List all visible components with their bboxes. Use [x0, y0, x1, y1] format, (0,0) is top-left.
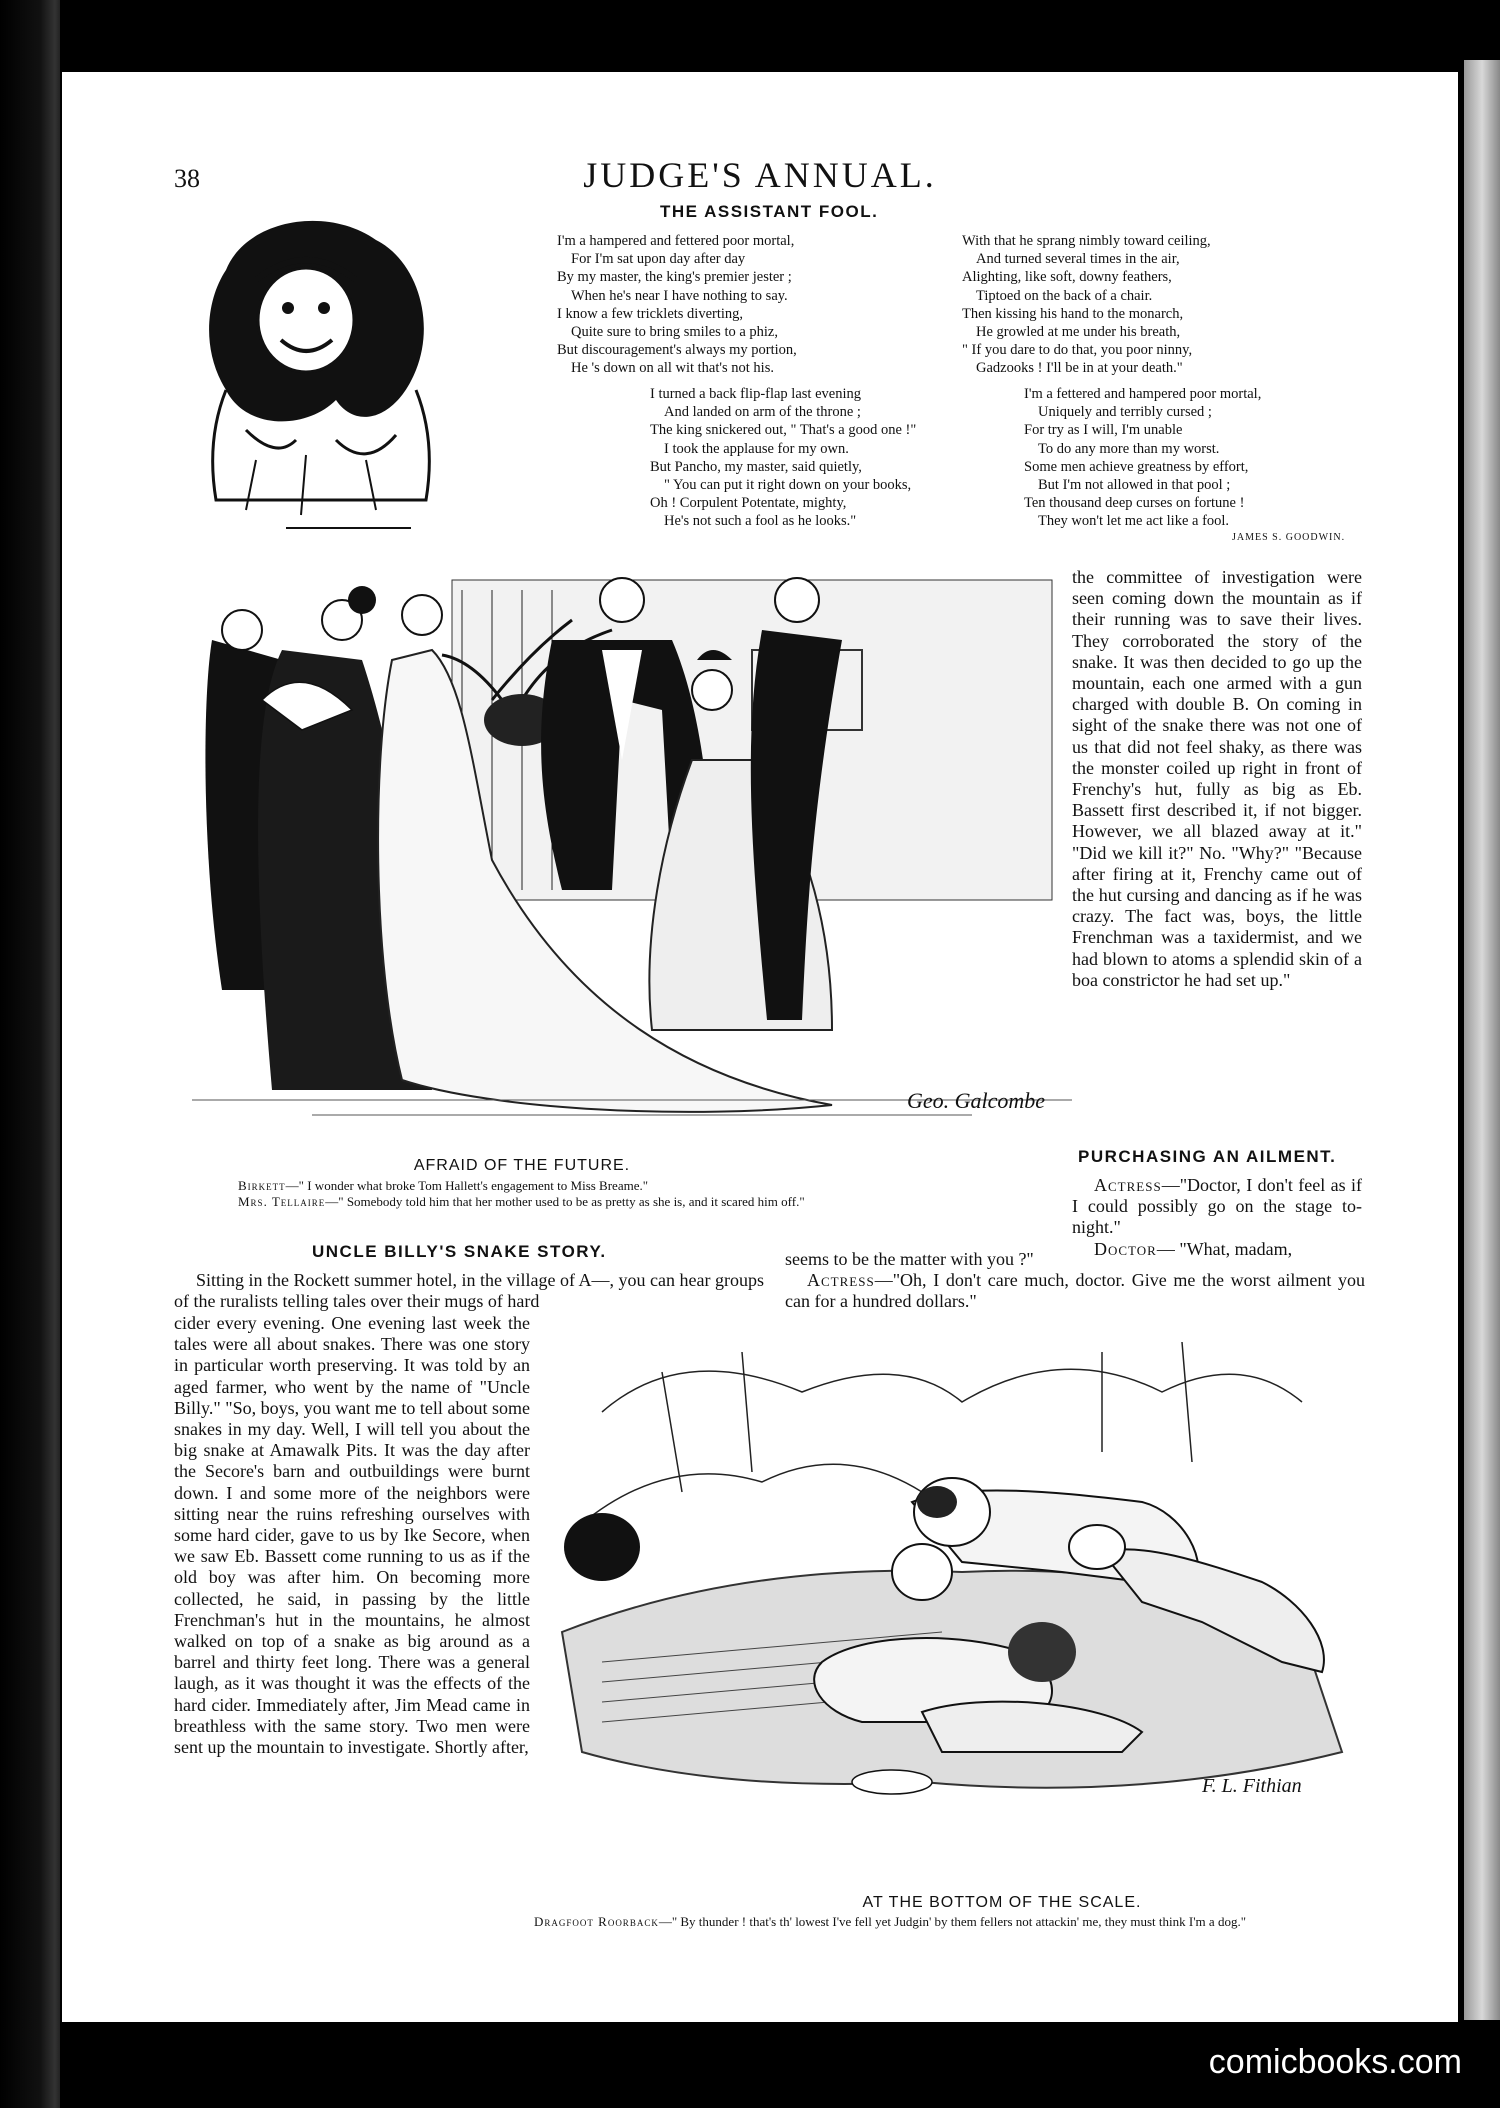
scan-binding-edge — [0, 0, 60, 2108]
story-paragraph: Sitting in the Rockett summer hotel, in the village of A—, you can hear groups of the ruralists telling tales over their mugs of hard — [174, 1270, 764, 1312]
dialog-line: — "What, madam, — [1156, 1238, 1293, 1259]
poem-line: For I'm sat upon day after day — [571, 251, 746, 268]
poem-line: He growled at me under his breath, — [976, 324, 1181, 341]
poem-line: I'm a hampered and fettered poor mortal, — [557, 233, 795, 249]
site-watermark: comicbooks.com — [1208, 2043, 1462, 2081]
speaker-name: Mrs. Tellaire — [238, 1194, 326, 1209]
jester-illustration — [186, 200, 456, 530]
cartoon1-caption: AFRAID OF THE FUTURE. — [413, 1157, 631, 1174]
speaker-name: Actress — [807, 1270, 875, 1291]
poem-line: Quite sure to bring smiles to a phiz, — [571, 324, 778, 341]
poem-author: JAMES S. GOODWIN. — [1232, 532, 1346, 543]
poem-line: By my master, the king's premier jester ; — [557, 269, 792, 286]
poem-line: When he's near I have nothing to say. — [571, 287, 788, 304]
story-paragraph: cider every evening. One evening last week the tales were all about snakes. There was one story in particular worth preserving. It was told by an aged farmer, who went by the name of "Uncle Billy." "So, boys, you want me to tell about some snakes in my day. Well, I will tell you about the big snake at Amawalk Pits. It was the day after the Secore's barn and outbuildings were burnt down. I and some more of the neighbors were sitting near the ruins refreshing ourselves with some hard cider, gave to us by Ike Secore, when we saw Eb. Bassett come running to us as if the old boy was after him. On becoming more collected, he said, in passing by the little Frenchman's hut in the mountains, he almost walked on top of a snake as big around as a barrel and thirty feet long. There was a general laugh, as it was thought it was the effects of the hard cider. Immediately after, Jim Mead came in breathless with the same story. Two men were sent up the mountain to investigate. Shortly after, — [174, 1313, 530, 1758]
snake-story-body — [174, 1313, 530, 1758]
poem-line: I know a few tricklets diverting, — [557, 305, 744, 322]
poem-line: For try as I will, I'm unable — [1024, 422, 1183, 439]
ballroom-illustration — [192, 560, 1092, 1125]
ailment-text — [1072, 1175, 1362, 1260]
poem-line: Some men achieve greatness by effort, — [1024, 458, 1249, 475]
poem-line: They won't let me act like a fool. — [1038, 513, 1230, 530]
page-number: 38 — [174, 164, 200, 193]
poem-stanza-3 — [650, 385, 916, 531]
dialog-line: —" By thunder ! that's th' lowest I've fell yet Judgin' by them fellers not attackin' me, they must think I'm a dog." — [658, 1914, 1246, 1929]
poem-line: Uniquely and terribly cursed ; — [1038, 404, 1212, 421]
ailment-title: PURCHASING AN AILMENT. — [1078, 1147, 1337, 1166]
poem-line: He's not such a fool as he looks." — [664, 513, 857, 530]
magazine-page — [62, 72, 1458, 2022]
poem-line: And turned several times in the air, — [976, 251, 1180, 268]
cartoon1-dialog — [238, 1178, 1118, 1210]
poem-line: Alighting, like soft, downy feathers, — [962, 269, 1172, 286]
page-header: JUDGE'S ANNUAL. — [583, 155, 937, 195]
poem-line: Then kissing his hand to the monarch, — [962, 305, 1184, 322]
poem-line: Gadzooks ! I'll be in at your death." — [976, 360, 1183, 377]
speaker-name: Birkett — [238, 1178, 286, 1193]
poem-stanza-4 — [1024, 385, 1261, 531]
poem-line: But I'm not allowed in that pool ; — [1038, 477, 1231, 494]
dogs-signature: F. L. Fithian — [1202, 1775, 1302, 1797]
poem-line: Ten thousand deep curses on fortune ! — [1024, 495, 1245, 512]
poem-line: With that he sprang nimbly toward ceiling, — [962, 233, 1211, 249]
speaker-name: Doctor — [1094, 1238, 1157, 1259]
snake-story-intro — [174, 1270, 764, 1312]
speaker-name: Dragfoot Roorback — [534, 1914, 659, 1929]
story-paragraph: the committee of investigation were seen coming down the mountain as if their running was to save their lives. They corroborated the story of the snake. It was then decided to go up the mountain, each one armed with a gun charged with double B. On coming in sight of the snake there was not one of us that did not feel shaky, as there was the monster coiled up right in front of Frenchy's hut, fully as big as Eb. Bassett first described it, if not bigger. However, we all blazed away at it." "Did we kill it?" No. "Why?" "Because after firing at it, Frenchy came out of the hut cursing and dancing as if he was crazy. The fact was, boys, the little Frenchman was a taxidermist, and we had blown to atoms a splendid skin of a boa constrictor he had set up." — [1072, 567, 1362, 990]
cartoon2-caption: AT THE BOTTOM OF THE SCALE. — [862, 1894, 1142, 1911]
poem-line: " If you dare to do that, you poor ninny, — [962, 342, 1193, 359]
poem-title: THE ASSISTANT FOOL. — [660, 202, 879, 221]
ballroom-signature: Geo. Galcombe — [907, 1088, 1046, 1113]
poem-line: And landed on arm of the throne ; — [664, 404, 861, 421]
poem-stanza-1 — [557, 232, 797, 378]
dialog-line: —"Oh, I don't care much, doctor. Give me the worst ailment you can for a hundred dollars." — [785, 1270, 1365, 1312]
ailment-text-wide — [785, 1249, 1365, 1313]
poem-line: Tiptoed on the back of a chair. — [976, 287, 1153, 304]
poem-line: " You can put it right down on your books, — [664, 477, 912, 494]
poem-line: The king snickered out, " That's a good one !" — [650, 422, 917, 439]
dialog-line: —"Doctor, I don't feel as if I could possibly go on the stage to-night." — [1072, 1175, 1362, 1238]
poem-line: I took the applause for my own. — [664, 440, 849, 457]
dialog-line: —" I wonder what broke Tom Hallett's engagement to Miss Breame." — [285, 1178, 649, 1193]
speaker-name: Actress — [1094, 1175, 1162, 1195]
snake-story-title: UNCLE BILLY'S SNAKE STORY. — [312, 1242, 607, 1261]
poem-line: He 's down on all wit that's not his. — [571, 360, 774, 377]
poem-line: I turned a back flip-flap last evening — [650, 386, 861, 402]
poem-line: But Pancho, my master, said quietly, — [650, 458, 862, 475]
dialog-line: seems to be the matter with you ?" — [785, 1249, 1034, 1269]
poem-line: To do any more than my worst. — [1038, 440, 1220, 457]
cartoon2-dialog — [494, 1914, 1429, 1930]
dialog-line: —" Somebody told him that her mother used to be as pretty as she is, and it scared him off." — [325, 1194, 805, 1209]
adjacent-page-edge — [1464, 60, 1500, 2020]
poem-line: Oh ! Corpulent Potentate, mighty, — [650, 495, 847, 512]
snake-story-continued — [1072, 567, 1362, 991]
dogs-illustration — [542, 1332, 1422, 1877]
poem-line: I'm a fettered and hampered poor mortal, — [1024, 386, 1262, 402]
poem-line: But discouragement's always my portion, — [557, 342, 797, 359]
poem-stanza-2 — [962, 232, 1211, 378]
